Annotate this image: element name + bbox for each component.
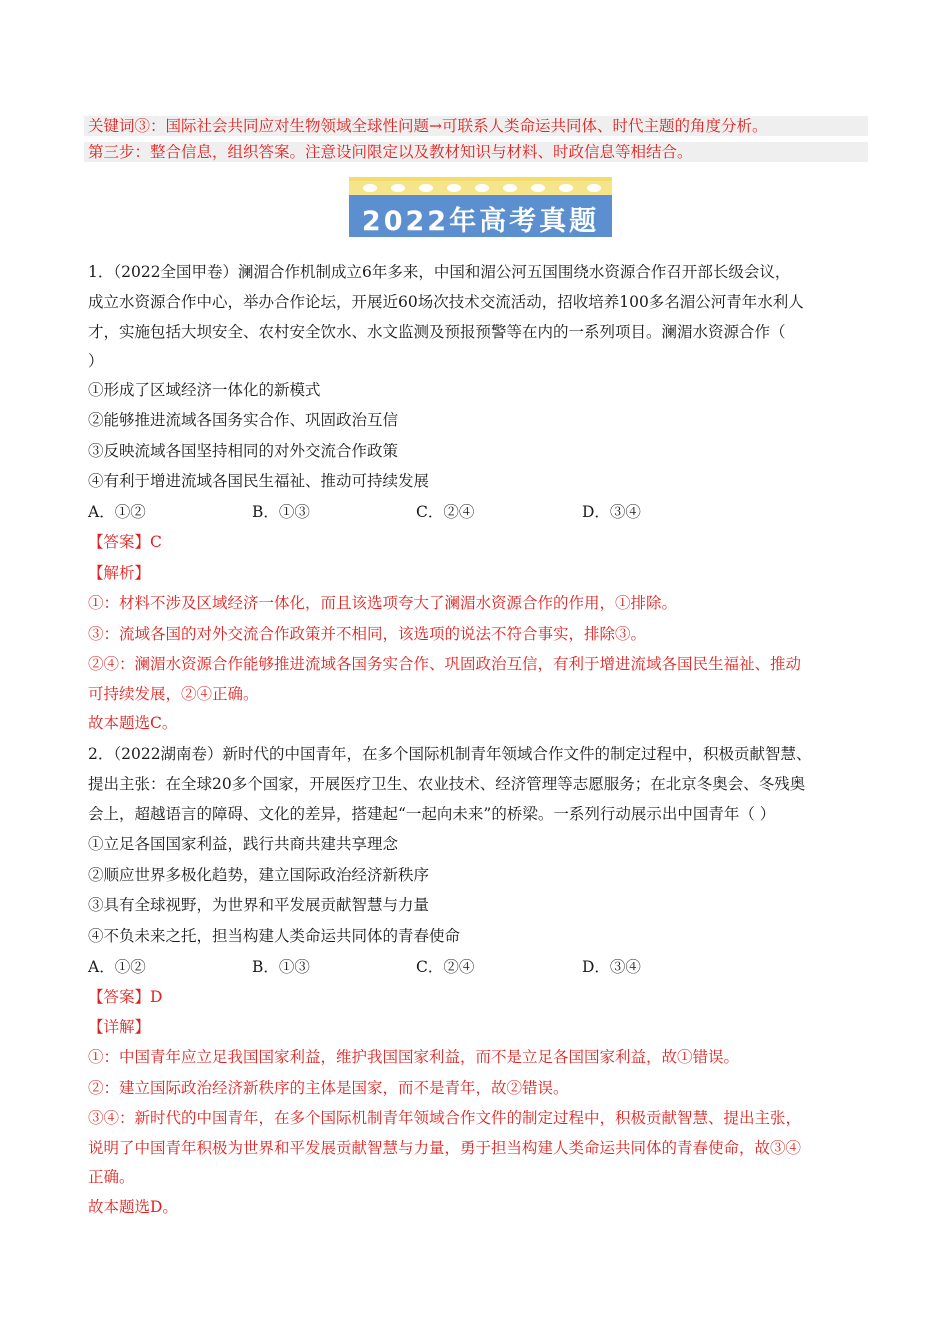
- q1-stem-line: 1．（2022全国甲卷）澜湄合作机制成立6年多来，中国和湄公河五国围绕水资源合作召开部长级会议，: [88, 263, 791, 281]
- q2-answer: 【答案】D: [88, 988, 163, 1006]
- intro-step3: 第三步：整合信息，组织答案。注意设问限定以及教材知识与材料、时政信息等相结合。: [84, 142, 868, 162]
- q2-stem-line: 2．（2022湖南卷）新时代的中国青年，在多个国际机制青年领域合作文件的制定过程中，积极贡献智慧、: [88, 745, 812, 763]
- q1-item: ①形成了区域经济一体化的新模式: [88, 381, 321, 399]
- banner-decoration: [349, 181, 612, 195]
- q2-stem-line: 会上，超越语言的障碍、文化的差异，搭建起“一起向未来”的桥梁。一系列行动展示出中国青年（ ）: [88, 805, 776, 823]
- q2-analysis-line: 说明了中国青年积极为世界和平发展贡献智慧与力量，勇于担当构建人类命运共同体的青春使命，故③④: [88, 1139, 802, 1157]
- intro-keyword3: 关键词③：国际社会共同应对生物领域全球性问题→可联系人类命运共同体、时代主题的角度分析。: [84, 116, 868, 136]
- q1-option-b: B．①③: [252, 503, 310, 521]
- q1-stem-line: ）: [88, 352, 104, 370]
- banner-title: 2022年高考真题: [361, 206, 600, 237]
- q2-analysis-line: ③④：新时代的中国青年，在多个国际机制青年领域合作文件的制定过程中，积极贡献智慧、提出主张，: [88, 1109, 802, 1127]
- q2-option-d: D．③④: [582, 958, 641, 976]
- q1-analysis-line: ①：材料不涉及区域经济一体化，而且该选项夸大了澜湄水资源合作的作用，①排除。: [88, 594, 678, 612]
- q2-option-c: C．②④: [416, 958, 475, 976]
- q1-conclusion: 故本题选C。: [88, 714, 178, 732]
- q2-option-b: B．①③: [252, 958, 310, 976]
- q2-item: ②顺应世界多极化趋势，建立国际政治经济新秩序: [88, 866, 430, 884]
- q1-analysis-line: ②④：澜湄水资源合作能够推进流域各国务实合作、巩固政治互信，有利于增进流域各国民生福祉、推动: [88, 655, 802, 673]
- q1-item: ②能够推进流域各国务实合作、巩固政治互信: [88, 411, 399, 429]
- q2-analysis-line: ②：建立国际政治经济新秩序的主体是国家，而不是青年，故②错误。: [88, 1079, 569, 1097]
- q1-analysis-line: ③：流域各国的对外交流合作政策并不相同，该选项的说法不符合事实，排除③。: [88, 625, 647, 643]
- q2-analysis-label: 【详解】: [88, 1018, 151, 1036]
- q1-stem-line: 才，实施包括大坝安全、农村安全饮水、水文监测及预报预警等在内的一系列项目。澜湄水资源合作（: [88, 323, 786, 341]
- q2-item: ④不负未来之托，担当构建人类命运共同体的青春使命: [88, 927, 461, 945]
- q1-option-c: C．②④: [416, 503, 475, 521]
- q2-item: ①立足各国国家利益，践行共商共建共享理念: [88, 835, 399, 853]
- q2-option-a: A．①②: [88, 958, 146, 976]
- q1-option-a: A．①②: [88, 503, 146, 521]
- q2-analysis-line: ①：中国青年应立足我国国家利益，维护我国国家利益，而不是立足各国国家利益，故①错误。: [88, 1048, 740, 1066]
- q1-analysis-label: 【解析】: [88, 564, 151, 582]
- q2-item: ③具有全球视野，为世界和平发展贡献智慧与力量: [88, 896, 430, 914]
- q1-item: ④有利于增进流域各国民生福祉、推动可持续发展: [88, 472, 430, 490]
- q1-stem-line: 成立水资源合作中心，举办合作论坛，开展近60场次技术交流活动，招收培养100多名湄公河青年水利人: [88, 293, 804, 311]
- q1-item: ③反映流域各国坚持相同的对外交流合作政策: [88, 442, 399, 460]
- q1-analysis-line: 可持续发展，②④正确。: [88, 685, 259, 703]
- q2-stem-line: 提出主张：在全球20多个国家，开展医疗卫生、农业技术、经济管理等志愿服务；在北京冬奥会、冬残奥: [88, 775, 806, 793]
- q2-analysis-line: 正确。: [88, 1168, 135, 1186]
- q1-answer: 【答案】C: [88, 533, 162, 551]
- q2-conclusion: 故本题选D。: [88, 1198, 178, 1216]
- section-banner: [349, 177, 612, 237]
- q1-option-d: D．③④: [582, 503, 641, 521]
